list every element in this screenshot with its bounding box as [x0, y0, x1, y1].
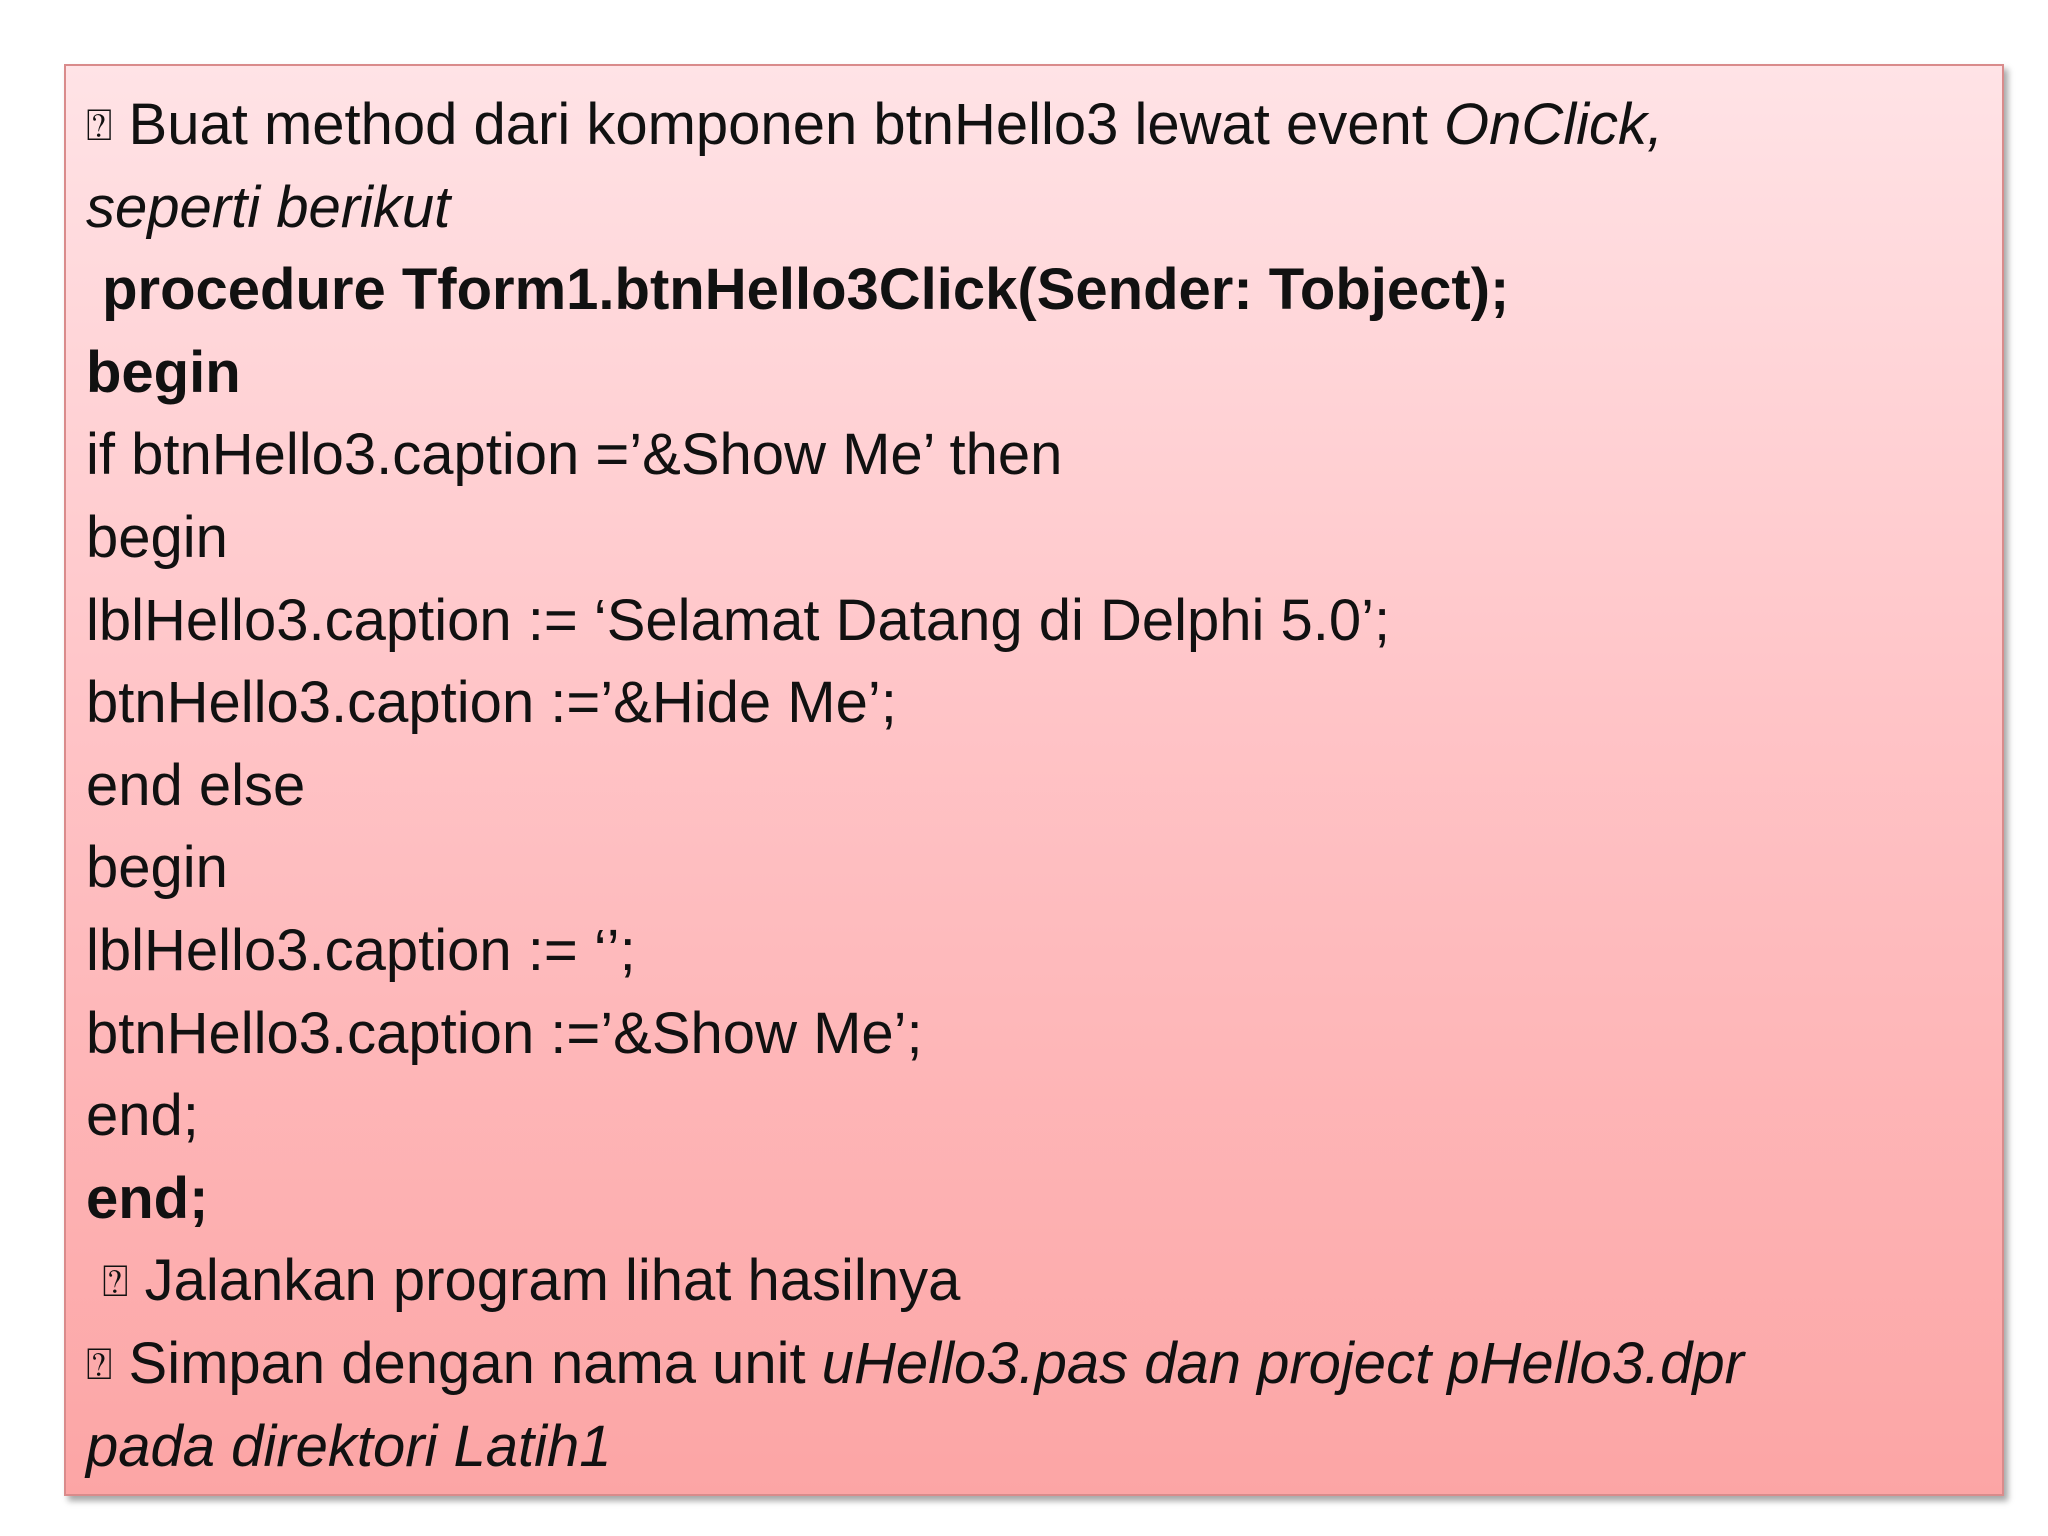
code-line-end-final: [86, 1158, 1982, 1241]
text-box: [64, 64, 2004, 1496]
code-line-begin-else: [86, 827, 1982, 910]
code-line-end-inner: [86, 1075, 1982, 1158]
code-text: end;: [86, 1165, 209, 1231]
file-names-text: uHello3.pas dan project pHello3.dpr: [821, 1330, 1744, 1396]
instruction-line-1: [86, 84, 1982, 167]
code-text: if btnHello3.caption =’&Show Me’ then: [86, 422, 1063, 488]
code-text: end else: [86, 752, 306, 818]
code-line-procedure: [86, 249, 1982, 332]
line-text: Buat method dari komponen btnHello3 lewat event: [112, 92, 1444, 157]
code-line-label-clear: [86, 910, 1982, 993]
code-line-label-set: [86, 580, 1982, 663]
code-line-button-hide: [86, 662, 1982, 745]
code-text: lblHello3.caption := ‘Selamat Datang di Delphi 5.0’;: [86, 587, 1391, 653]
line-text: pada direktori Latih1: [86, 1413, 612, 1479]
code-text: begin: [86, 835, 228, 901]
missing-glyph-bullet-icon: ⍰: [102, 1256, 129, 1308]
line-text: seperti berikut: [86, 174, 451, 240]
code-text: procedure Tform1.btnHello3Click(Sender: Tobject);: [86, 257, 1510, 323]
code-text: begin: [86, 504, 228, 570]
code-text: btnHello3.caption :=’&Show Me’;: [86, 1000, 923, 1066]
instruction-line-2: [86, 167, 1982, 250]
event-name-text: OnClick,: [1444, 92, 1664, 157]
instruction-line-run: [86, 1240, 1982, 1323]
code-text: btnHello3.caption :=’&Hide Me’;: [86, 670, 897, 736]
code-line-if: [86, 414, 1982, 497]
missing-glyph-bullet-icon: ⍰: [86, 100, 113, 151]
code-text: end;: [86, 1083, 199, 1149]
instruction-line-directory: [86, 1406, 1982, 1489]
missing-glyph-bullet-icon: ⍰: [86, 1338, 113, 1390]
code-line-begin-inner: [86, 497, 1982, 580]
line-text: Jalankan program lihat hasilnya: [128, 1248, 961, 1314]
code-line-button-show: [86, 993, 1982, 1076]
lead-space: [86, 1248, 102, 1313]
instruction-line-save: [86, 1323, 1982, 1406]
code-text: lblHello3.caption := ‘’;: [86, 917, 636, 983]
code-line-end-else: [86, 745, 1982, 828]
code-line-begin: [86, 332, 1982, 415]
line-text: Simpan dengan nama unit: [112, 1330, 822, 1396]
code-text: begin: [86, 339, 241, 405]
